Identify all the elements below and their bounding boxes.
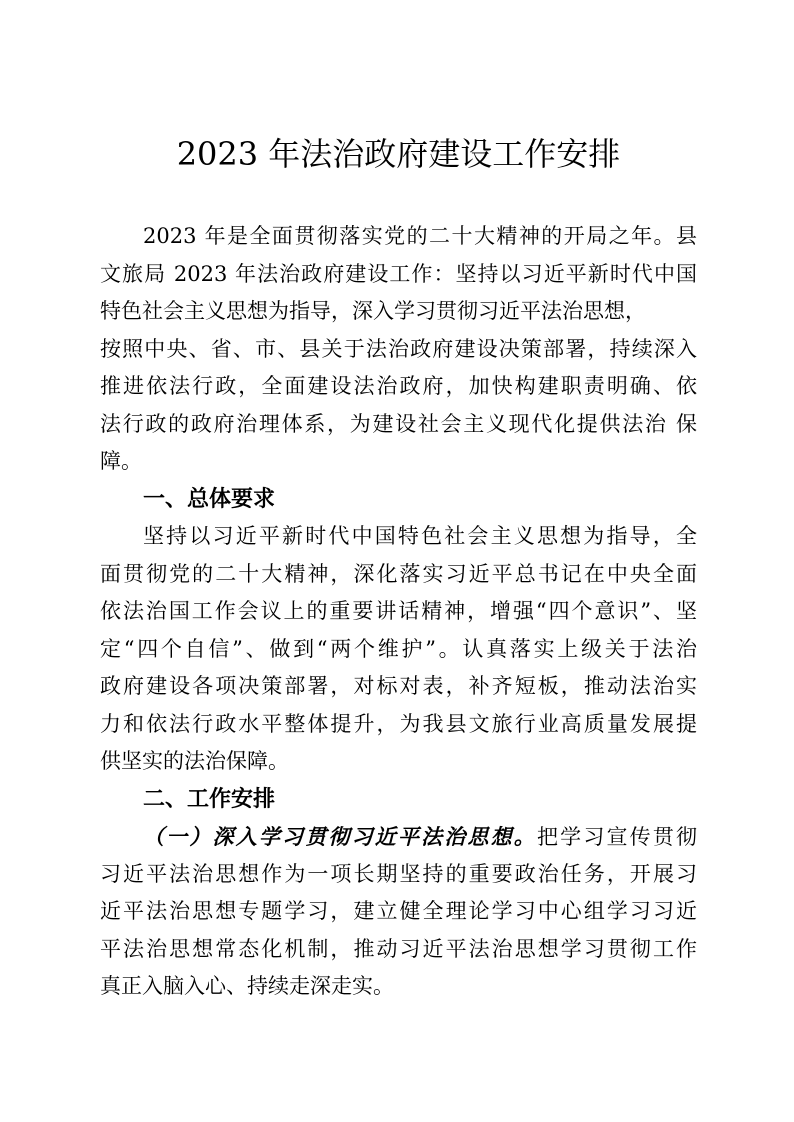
text-line: 按照中央、省、市、县关于法治政府建设决策部署，持续深入: [100, 336, 697, 361]
text-line: 2023 年是全面贯彻落实党的二十大精神的开局之年。县: [143, 224, 697, 248]
document-title: 2023 年法治政府建设工作安排: [176, 135, 621, 173]
text-line: 依法治国工作会议上的重要讲话精神，增强“四个意识”、坚: [100, 599, 697, 623]
text-line: 文旅局 2023 年法治政府建设工作：坚持以习近平新时代中国: [100, 261, 697, 286]
text-line: 特色社会主义思想为指导，深入学习贯彻习近平法治思想，: [100, 299, 646, 323]
emphasis-lead-text: （一）深入学习贯彻习近平法治思想。: [143, 824, 537, 849]
text-line: [100, 818, 697, 856]
text-line: 面贯彻党的二十大精神，深化落实习近平总书记在中央全面: [100, 561, 697, 586]
paragraph: [100, 818, 697, 1006]
body-text-run: 把学习宣传贯彻: [536, 825, 698, 849]
paragraph: [100, 518, 697, 781]
document-body: [100, 218, 697, 1006]
text-line: 平法治思想常态化机制，推动习近平法治思想学习贯彻工作: [100, 936, 697, 961]
text-line: 障。: [100, 449, 142, 473]
text-line: 真正入脑入心、持续走深走实。: [100, 974, 394, 998]
text-line: 定“四个自信”、做到“两个维护”。认真落实上级关于法治: [100, 636, 697, 661]
section-heading: 二、工作安排: [143, 786, 276, 812]
text-line: 政府建设各项决策部署，对标对表，补齐短板，推动法治实: [100, 674, 697, 698]
text-line: 习近平法治思想作为一项长期坚持的重要政治任务，开展习: [100, 861, 697, 886]
text-line: 推进依法行政，全面建设法治政府，加快构建职责明确、依: [100, 374, 697, 398]
text-line: 近平法治思想专题学习，建立健全理论学习中心组学习习近: [100, 899, 697, 923]
section-heading: 一、总体要求: [143, 486, 276, 512]
text-line: 力和依法行政水平整体提升，为我县文旅行业高质量发展提: [100, 711, 697, 736]
text-line: 法行政的政府治理体系，为建设社会主义现代化提供法治 保: [100, 411, 697, 436]
text-line: 坚持以习近平新时代中国特色社会主义思想为指导，全: [143, 524, 697, 548]
paragraph: [100, 218, 697, 481]
text-line: 供坚实的法治保障。: [100, 749, 289, 773]
